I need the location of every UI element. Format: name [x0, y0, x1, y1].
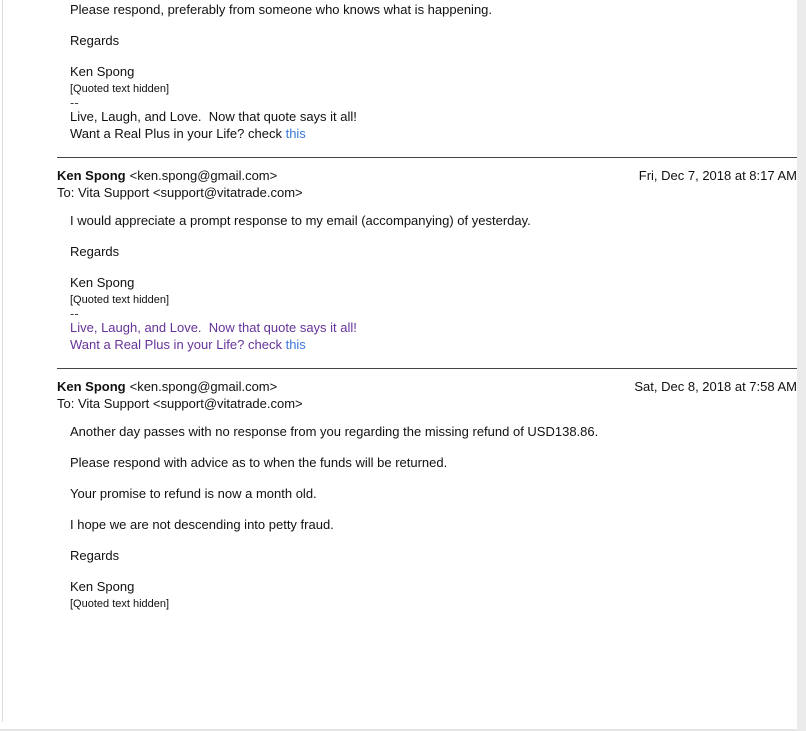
message-date: Fri, Dec 7, 2018 at 8:17 AM [638, 168, 797, 183]
signature-line: Live, Laugh, and Love. Now that quote says it all! [70, 109, 357, 124]
signature-line [70, 338, 797, 352]
body-paragraph: Please respond with advice as to when the funds will be returned. [70, 455, 448, 470]
body-paragraph: Regards [70, 244, 120, 259]
body-paragraph: Your promise to refund is now a month old. [70, 486, 317, 501]
message-date: Sat, Dec 8, 2018 at 7:58 AM [634, 379, 797, 394]
body-paragraph: Ken Spong [70, 275, 135, 290]
body-paragraph: I hope we are not descending into petty fraud. [70, 517, 334, 532]
message-3 [57, 378, 797, 610]
signature-dashes: -- [70, 306, 79, 321]
vertical-scrollbar[interactable] [797, 0, 806, 731]
recipient-line: To: Vita Support <support@vitatrade.com> [57, 396, 303, 411]
body-paragraph: Another day passes with no response from you regarding the missing refund of USD138.86. [70, 424, 599, 439]
body-paragraph: Please respond, preferably from someone who knows what is happening. [70, 2, 493, 17]
body-paragraph: Regards [70, 548, 120, 563]
signature-text: Want a Real Plus in your Life? check [70, 126, 286, 141]
signature-this-link[interactable]: this [285, 126, 306, 141]
sender-line [57, 167, 277, 184]
sender-email: <ken.spong@gmail.com> [129, 379, 278, 394]
signature-line [70, 127, 797, 141]
sender-line [57, 378, 277, 395]
quoted-text-hidden: [Quoted text hidden] [70, 294, 170, 306]
body-paragraph: Ken Spong [70, 579, 135, 594]
message-1 [57, 3, 797, 141]
signature-text: Want a Real Plus in your Life? check [70, 337, 286, 352]
signature-line: Live, Laugh, and Love. Now that quote says it all! [70, 320, 357, 335]
quoted-text-hidden: [Quoted text hidden] [70, 83, 170, 95]
message-separator [57, 368, 797, 369]
sender-name: Ken Spong [57, 379, 126, 394]
recipient-line: To: Vita Support <support@vitatrade.com> [57, 185, 303, 200]
message-2 [57, 167, 797, 352]
body-paragraph: Ken Spong [70, 64, 135, 79]
quoted-text-hidden: [Quoted text hidden] [70, 598, 170, 610]
sender-name: Ken Spong [57, 168, 126, 183]
message-header [57, 167, 797, 184]
body-paragraph: I would appreciate a prompt response to my email (accompanying) of yesterday. [70, 213, 531, 228]
body-paragraph: Regards [70, 33, 120, 48]
signature-dashes: -- [70, 95, 79, 110]
message-separator [57, 157, 797, 158]
signature-this-link[interactable]: this [285, 337, 306, 352]
sender-email: <ken.spong@gmail.com> [129, 168, 278, 183]
message-header [57, 378, 797, 395]
